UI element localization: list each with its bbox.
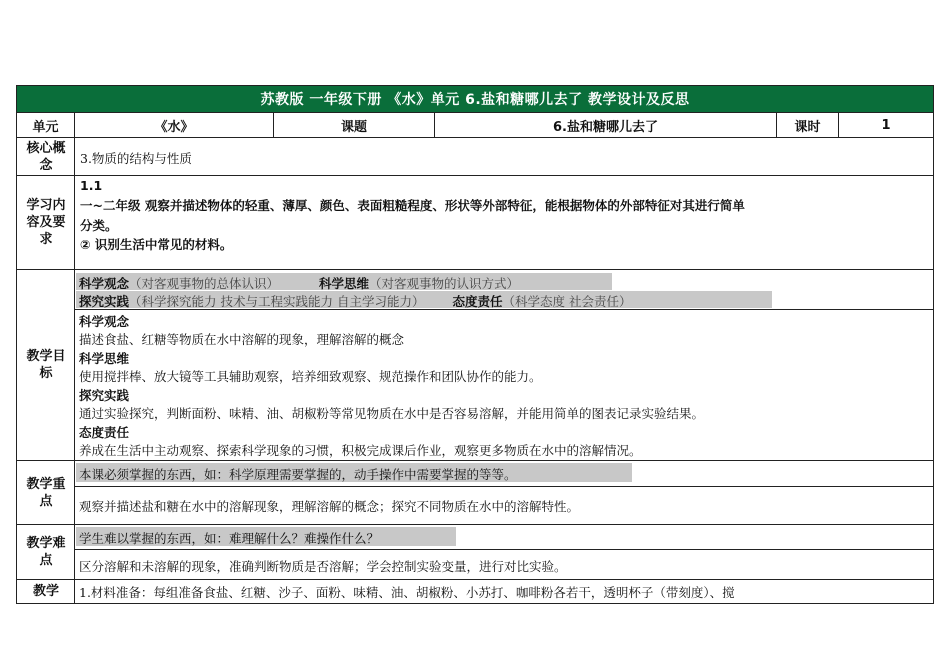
topic-label: 课题: [340, 119, 367, 135]
legend-d-title: 态度责任: [452, 294, 503, 309]
legend-d-note: （科学态度 社会责任）: [502, 294, 632, 309]
topic-value: 6.盐和糖哪儿去了: [553, 119, 658, 135]
objective-text-concept: 描述食盐、红糖等物质在水中溶解的现象，理解溶解的概念: [79, 332, 405, 347]
legend-a-title: 科学观念: [79, 276, 130, 291]
preparation-label: 教学: [32, 584, 59, 599]
objective-text-thinking: 使用搅拌棒、放大镜等工具辅助观察，培养细致观察、规范操作和团队协作的能力。: [79, 369, 542, 384]
legend-c-title: 探究实践: [79, 294, 130, 309]
key-points-hint: 本课必须掌握的东西，如：科学原理需要掌握的，动手操作中需要掌握的等等。: [79, 467, 517, 482]
difficulties-hint: 学生难以掌握的东西，如：难理解什么？难操作什么？: [79, 531, 380, 546]
learning-content-line-3: 分类。: [80, 218, 118, 233]
objective-text-practice: 通过实验探究，判断面粉、味精、油、胡椒粉等常见物质在水中是否容易溶解，并能用简单的图表记录实验结果。: [79, 406, 705, 421]
objectives-legend-row-1: [79, 274, 519, 292]
legend-a-note: （对客观事物的总体认识）: [129, 276, 280, 291]
preparation-text: 1.材料准备：每组准备食盐、红糖、沙子、面粉、味精、油、胡椒粉、小苏打、咖啡粉各若干，透明杯子（带刻度）、搅: [79, 585, 735, 600]
objective-heading-attitude: 态度责任: [79, 425, 130, 440]
period-value: 1: [881, 117, 891, 133]
legend-b-note: （对客观事物的认识方式）: [369, 276, 520, 291]
unit-label: 单元: [32, 119, 59, 135]
objectives-label: 教学目标: [26, 349, 66, 381]
learning-content-line-2: 一~二年级 观察并描述物体的轻重、薄厚、颜色、表面粗糙程度、形状等外部特征，能根据物体的外部特征对其进行简单: [80, 198, 745, 213]
learning-content-line-4: ② 识别生活中常见的材料。: [80, 237, 233, 252]
core-concept-value: 3.物质的结构与性质: [80, 151, 192, 166]
legend-c-note: （科学探究能力 技术与工程实践能力 自主学习能力）: [129, 294, 425, 309]
objective-heading-thinking: 科学思维: [79, 351, 130, 366]
difficulties-text: 区分溶解和未溶解的现象，准确判断物质是否溶解；学会控制实验变量，进行对比实验。: [79, 559, 567, 574]
learning-content-line-1: 1.1: [80, 178, 103, 193]
key-points-text: 观察并描述盐和糖在水中的溶解现象，理解溶解的概念；探究不同物质在水中的溶解特性。: [79, 499, 580, 514]
unit-value: 《水》: [154, 119, 194, 135]
key-points-label: 教学重点: [26, 476, 66, 509]
period-label: 课时: [794, 119, 821, 135]
core-concept-label: 核心概念: [26, 140, 66, 173]
legend-b-title: 科学思维: [319, 276, 370, 291]
objective-heading-practice: 探究实践: [79, 388, 130, 403]
difficulties-label: 教学难点: [26, 536, 66, 568]
objective-heading-concept: 科学观念: [79, 314, 130, 329]
document-title: 苏教版 一年级下册 《水》单元 6.盐和糖哪儿去了 教学设计及反思: [16, 86, 934, 112]
objectives-legend-row-2: [79, 292, 631, 310]
learning-content-label: 学习内容及要求: [26, 198, 66, 247]
objective-text-attitude: 养成在生活中主动观察、探索科学现象的习惯，积极完成课后作业，观察更多物质在水中的溶解情况。: [79, 443, 642, 458]
